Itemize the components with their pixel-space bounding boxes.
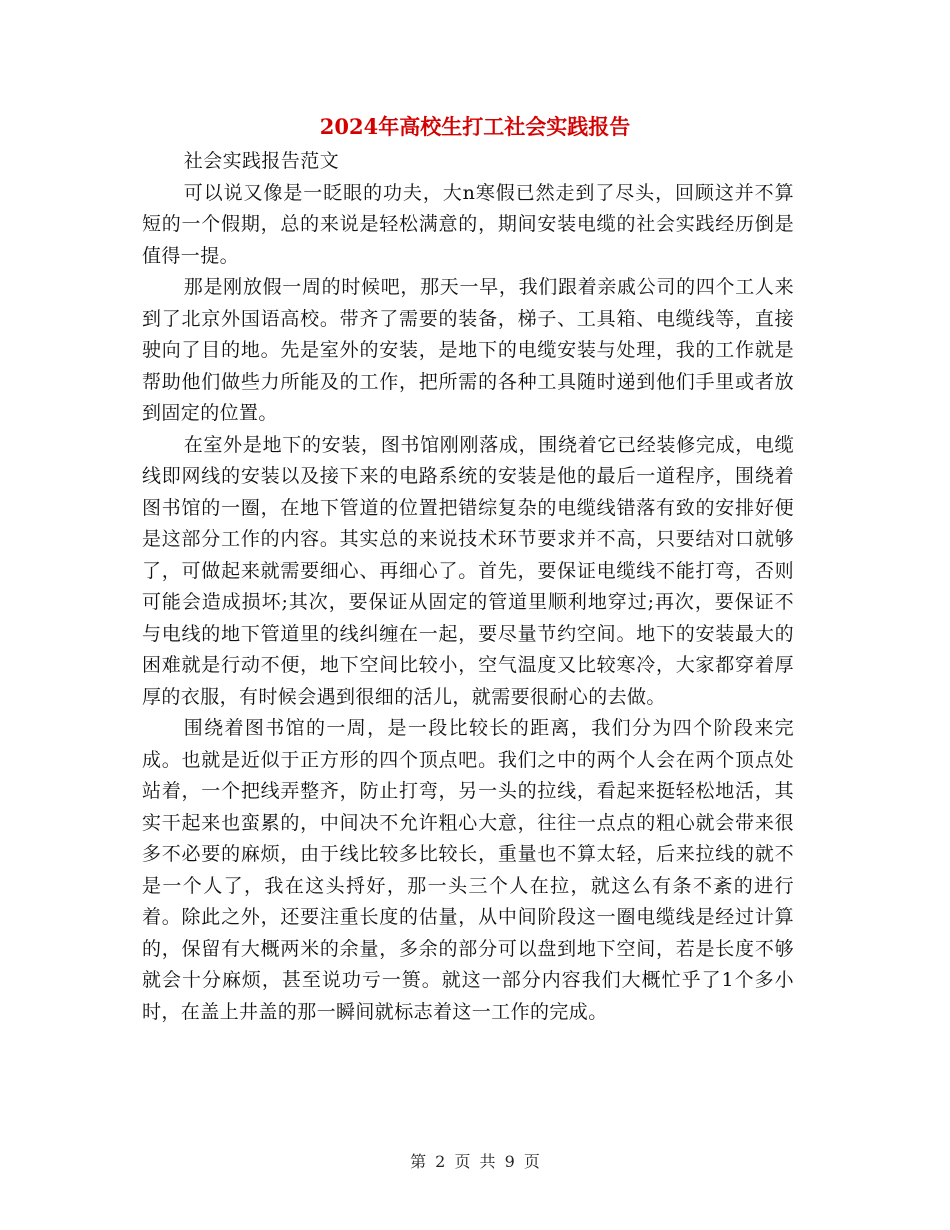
page-number-footer: 第 2 页 共 9 页 — [410, 1152, 540, 1171]
paragraph-3: 在室外是地下的安装，图书馆刚刚落成，围绕着它已经装修完成，电缆线即网线的安装以及接下来的电路系统的安装是他的最后一道程序，围绕着图书馆的一圈，在地下管道的位置把错综复杂的电缆线错落有致的安排好便是这部分工作的内容。其实总的来说技术环节要求并不高，只要结对口就够了，可做起来就需要细心、再细心了。首先，要保证电缆线不能打弯，否则可能会造成损坏;其次，要保证从固定的管道里顺利地穿过;再次，要保证不与电线的地下管道里的线纠缠在一起，要尽量节约空间。地下的安装最大的困难就是行动不便，地下空间比较小，空气温度又比较寒冷，大家都穿着厚厚的衣服，有时候会遇到很细的活儿，就需要很耐心的去做。 — [142, 433, 794, 708]
document-title: 2024年高校生打工社会实践报告 — [319, 114, 631, 139]
paragraph-1: 可以说又像是一眨眼的功夫，大n寒假已然走到了尽头，回顾这并不算短的一个假期，总的来说是轻松满意的，期间安装电缆的社会实践经历倒是值得一提。 — [142, 181, 794, 267]
paragraph-4: 围绕着图书馆的一周，是一段比较长的距离，我们分为四个阶段来完成。也就是近似于正方形的四个顶点吧。我们之中的两个人会在两个顶点处站着，一个把线弄整齐，防止打弯，另一头的拉线，看起来挺轻松地活，其实干起来也蛮累的，中间决不允许粗心大意，往往一点点的粗心就会带来很多不必要的麻烦，由于线比较多比较长，重量也不算太轻，后来拉线的就不是一个人了，我在这头捋好，那一头三个人在拉，就这么有条不紊的进行着。除此之外，还要注重长度的估量，从中间阶段这一圈电缆线是经过计算的，保留有大概两米的余量，多余的部分可以盘到地下空间，若是长度不够就会十分麻烦，甚至说功亏一篑。就这一部分内容我们大概忙乎了1个多小时，在盖上井盖的那一瞬间就标志着这一工作的完成。 — [142, 717, 794, 1023]
paragraph-2: 那是刚放假一周的时候吧，那天一早，我们跟着亲戚公司的四个工人来到了北京外国语高校。带齐了需要的装备，梯子、工具箱、电缆线等，直接驶向了目的地。先是室外的安装，是地下的电缆安装与处理，我的工作就是帮助他们做些力所能及的工作，把所需的各种工具随时递到他们手里或者放到固定的位置。 — [142, 276, 794, 424]
document-body — [142, 146, 794, 1028]
document-subtitle: 社会实践报告范文 — [183, 150, 339, 172]
